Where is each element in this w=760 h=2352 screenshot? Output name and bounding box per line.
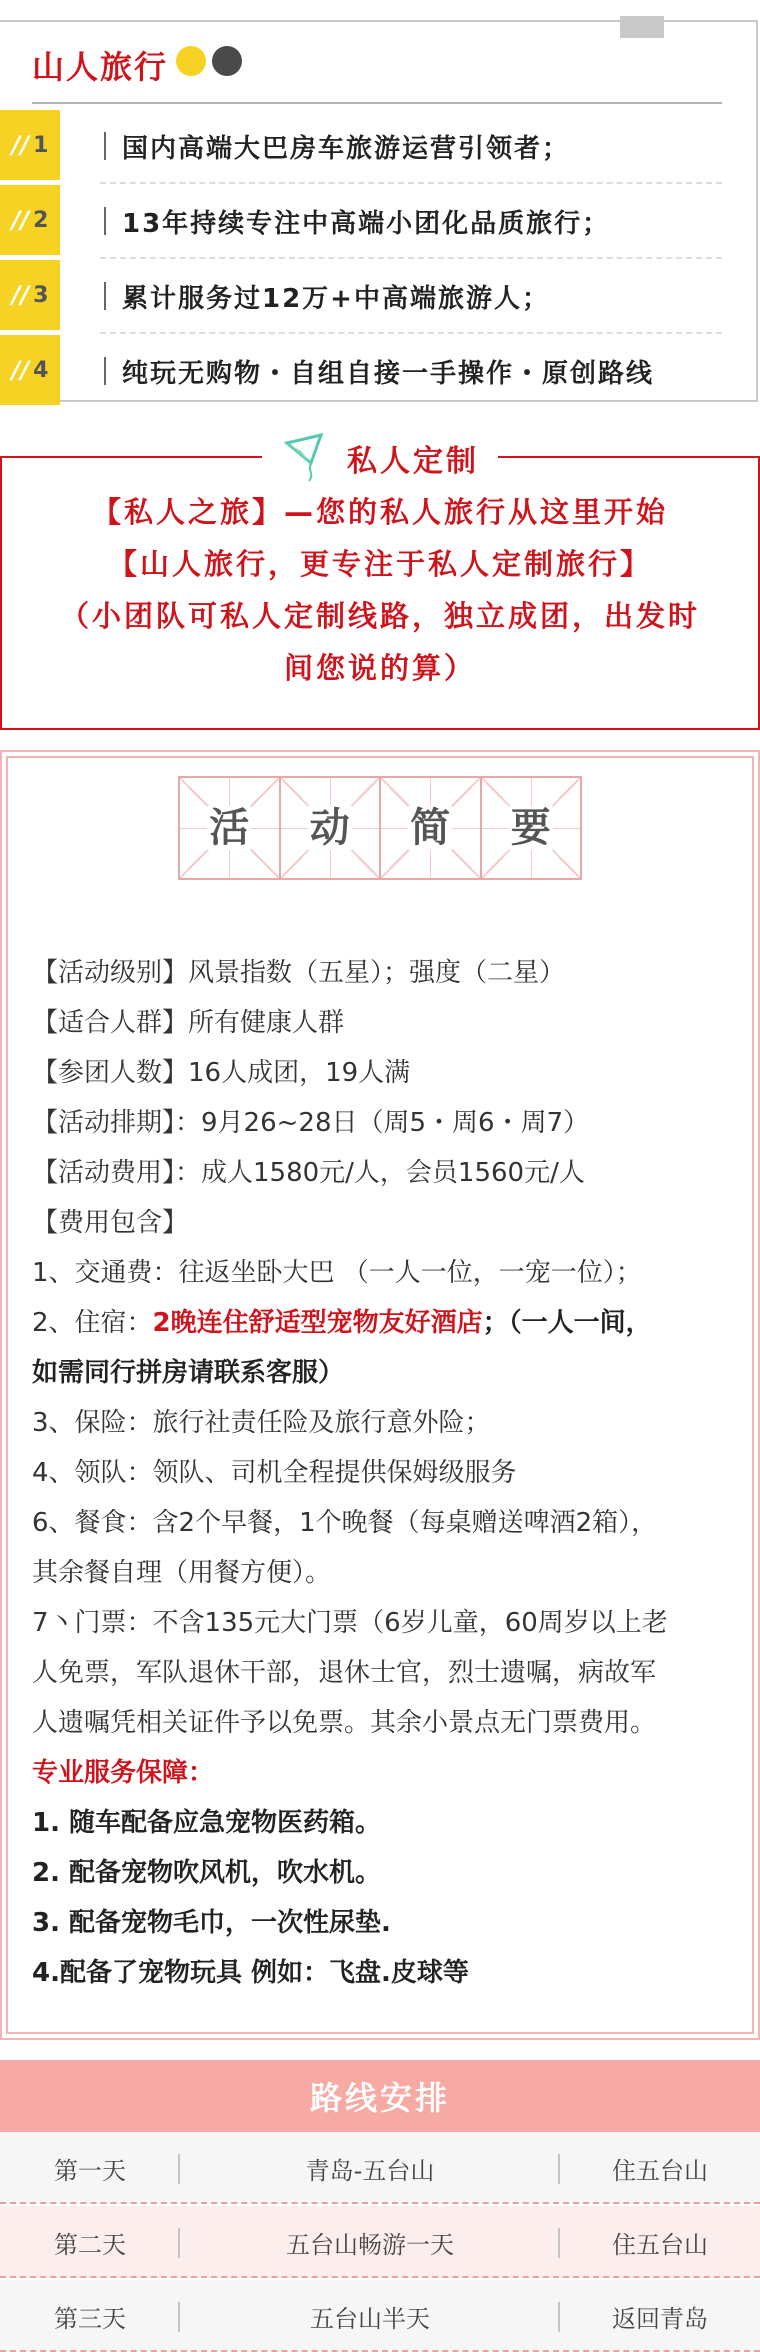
dashed-divider: [100, 182, 722, 184]
item-transport: 1、交通费：往返坐卧大巴 （一人一位，一宠一位）；: [32, 1258, 642, 1288]
service-item: 2. 配备宠物吹风机，吹水机。: [32, 1858, 382, 1888]
route-day: 第二天: [54, 2230, 126, 2259]
hotel-highlight: 2晚连住舒适型宠物友好酒店: [152, 1308, 483, 1338]
item-ticket: 7丶门票：不含135元大门票（6岁儿童，60周岁以上老: [32, 1608, 668, 1638]
brand-card: [0, 20, 758, 402]
route-stay: 住五台山: [612, 2230, 708, 2259]
target-crowd: 【适合人群】所有健康人群: [32, 1008, 345, 1038]
feature-bar: [104, 132, 106, 160]
route-row: [0, 2280, 760, 2352]
title-char-cell: 活: [180, 778, 281, 878]
private-custom-heading: [262, 430, 498, 486]
custom-line: 【私人之旅】—您的私人旅行从这里开始: [91, 495, 668, 529]
item-insurance: 3、保险：旅行社责任险及旅行意外险；: [32, 1408, 491, 1438]
service-item: 1. 随车配备应急宠物医药箱。: [32, 1808, 382, 1838]
title-char-cell: 要: [482, 778, 581, 878]
fee: 【活动费用】：成人1580元/人，会员1560元/人: [32, 1158, 585, 1188]
brand-title: 山人旅行: [32, 48, 169, 86]
route-stay: 返回青岛: [612, 2304, 708, 2333]
yellow-dot-icon: [176, 46, 206, 76]
feature-item: [0, 185, 758, 259]
feature-bar: [104, 282, 106, 310]
item-ticket-cont: 人免票，军队退休干部，退休士官，烈士遗嘱，病故军: [32, 1658, 657, 1688]
route-stay: 住五台山: [612, 2156, 708, 2185]
item-leader: 4、领队：领队、司机全程提供保姆级服务: [32, 1458, 517, 1488]
service-item: 3. 配备宠物毛巾，一次性尿垫.: [32, 1908, 391, 1938]
schedule: 【活动排期】：9月26~28日（周5・周6・周7）: [32, 1108, 590, 1138]
gray-dot-icon: [212, 46, 242, 76]
title-char-cell: 动: [281, 778, 382, 878]
route-day: 第三天: [54, 2304, 126, 2333]
route-place: 青岛-五台山: [305, 2156, 435, 2185]
private-custom-text: [20, 486, 740, 694]
feature-item: [0, 110, 758, 184]
item-meal: 6、餐食：含2个早餐，1个晚餐（每桌赠送啤酒2箱），: [32, 1508, 658, 1538]
feature-text: 13年持续专注中高端小团化品质旅行；: [122, 209, 611, 239]
brand-tab-decoration: [620, 16, 664, 38]
item-ticket-cont: 人遗嘱凭相关证件予以免票。其余小景点无门票费用。: [32, 1708, 657, 1738]
service-item: 4.配备了宠物玩具 例如：飞盘.皮球等: [32, 1958, 469, 1988]
custom-line: 间您说的算）: [283, 651, 476, 685]
dashed-divider: [100, 332, 722, 334]
route-place: 五台山半天: [310, 2304, 430, 2333]
brand-divider: [32, 102, 722, 104]
route-row: [0, 2206, 760, 2278]
feature-bar: [104, 357, 106, 385]
group-size: 【参团人数】16人成团，19人满: [32, 1058, 411, 1088]
item-hotel: 2、住宿：2晚连住舒适型宠物友好酒店；（一人一间，: [32, 1308, 652, 1338]
item-meal-cont: 其余餐自理（用餐方便）。: [32, 1558, 332, 1588]
summary-title-grid: [178, 776, 582, 880]
feature-text: 累计服务过12万+中高端旅游人；: [122, 284, 550, 314]
feature-item: [0, 335, 758, 409]
custom-line: （小团队可私人定制线路，独立成团，出发时: [59, 599, 700, 633]
summary-details: [32, 948, 732, 1998]
kite-icon: [281, 433, 327, 483]
route-header: 路线安排: [0, 2060, 760, 2132]
feature-bar: [104, 207, 106, 235]
feature-text: 纯玩无购物・自组自接一手操作・原创路线: [122, 359, 655, 389]
feature-number-badge: // 4: [0, 335, 60, 405]
item-hotel-note: 如需同行拼房请联系客服）: [32, 1358, 345, 1388]
fee-include-heading: 【费用包含】: [32, 1208, 189, 1238]
route-row: [0, 2132, 760, 2204]
private-custom-title: 私人定制: [347, 444, 479, 479]
dashed-divider: [100, 257, 722, 259]
title-char-cell: 简: [381, 778, 482, 878]
route-day: 第一天: [54, 2156, 126, 2185]
feature-number-badge: // 3: [0, 260, 60, 330]
activity-level: 【活动级别】风景指数（五星）；强度（二星）: [32, 958, 566, 988]
feature-number-badge: // 1: [0, 110, 60, 180]
route-place: 五台山畅游一天: [286, 2230, 454, 2259]
custom-line: 【山人旅行，更专注于私人定制旅行】: [107, 547, 652, 581]
feature-text: 国内高端大巴房车旅游运营引领者；: [122, 134, 571, 164]
service-heading: 专业服务保障：: [32, 1758, 215, 1788]
feature-item: [0, 260, 758, 334]
feature-number-badge: // 2: [0, 185, 60, 255]
